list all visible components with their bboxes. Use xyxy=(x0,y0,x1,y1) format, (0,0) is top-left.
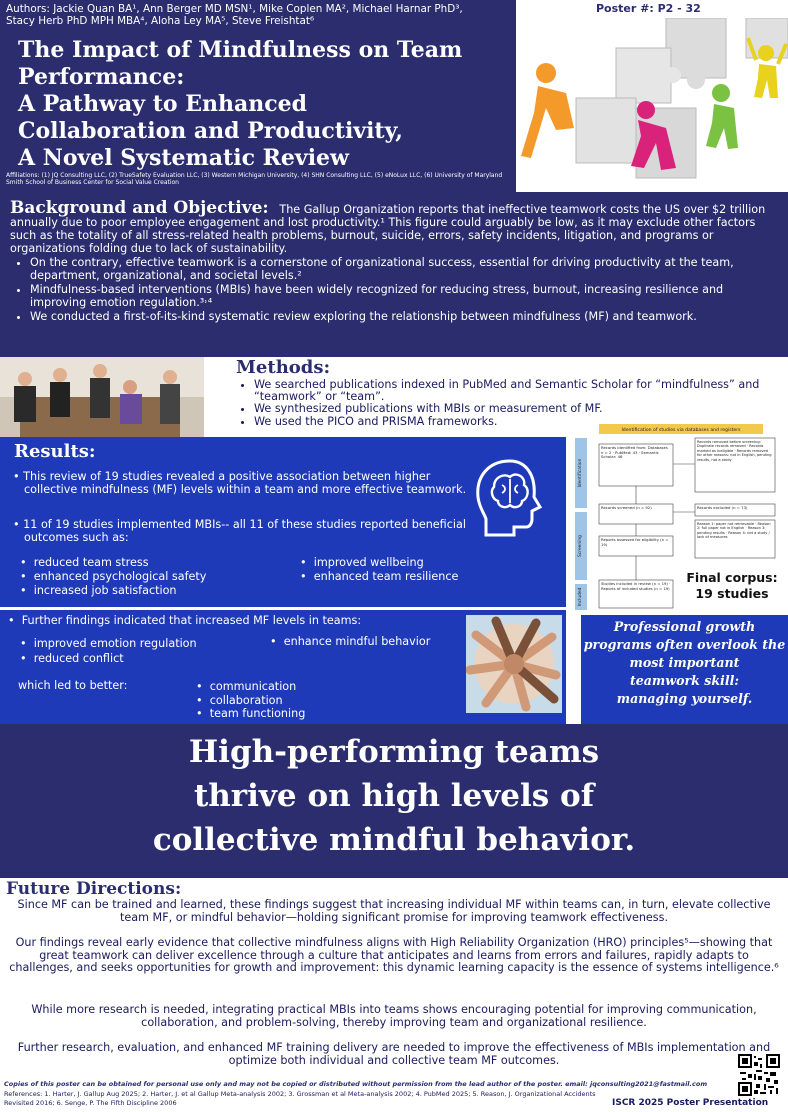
prisma-side-label: Included xyxy=(578,587,583,607)
poster-title: The Impact of Mindfulness on Team Performance: A Pathway to Enhanced Collaboration and Productivity, A Novel Systematic Review xyxy=(18,37,463,171)
brain-head-icon xyxy=(470,457,552,539)
outcomes-right xyxy=(300,556,500,584)
results-bullet-2: • 11 of 19 studies implemented MBIs-- all 11 of these studies reported beneficial outcomes such as: xyxy=(13,518,466,544)
future-paragraph-4: Further research, evaluation, and enhanced MF training delivery are needed to improve the effectiveness of MBIs implementation and optimize both individual and collective team MF outcomes. xyxy=(17,1041,771,1067)
prisma-side-label: Identification xyxy=(578,458,583,488)
final-corpus: Final corpus: 19 studies xyxy=(686,570,778,601)
list-item: • team functioning xyxy=(196,707,306,721)
copy-notice: Copies of this poster can be obtained for personal use only and may not be copied or distributed without permission from the lead author of the poster. email: jqconsulting2021@fastmail.com xyxy=(4,1080,708,1088)
methods-bullets xyxy=(254,379,786,428)
key-message-banner: High-performing teams thrive on high levels of collective mindful behavior. xyxy=(0,724,788,878)
results-title: Results: xyxy=(14,441,96,462)
future-paragraph-3: While more research is needed, integrating practical MBIs into teams shows encouraging potential for improving communication, collaboration, and problem-solving, thereby improving team and organizational resilience. xyxy=(31,1003,757,1029)
prisma-box-records-screened: Records screened (n = 92) xyxy=(601,505,652,510)
outcomes-left xyxy=(20,556,300,598)
prisma-header: Identification of studies via databases and registers xyxy=(621,428,741,433)
findings-right: • enhance mindful behavior xyxy=(270,635,431,648)
findings-left xyxy=(20,636,260,666)
poster-header xyxy=(0,0,516,192)
poster-number: Poster #: P2 - 32 xyxy=(596,2,701,15)
list-item: • We used the PICO and PRISMA frameworks. xyxy=(254,416,786,428)
quote-box: Professional growth programs often overlook the most important teamwork skill: managing yourself. xyxy=(578,615,788,725)
future-paragraph-1: Since MF can be trained and learned, these findings suggest that increasing individual MF within teams can, in turn, elevate collective team MF, or mindful behavior—holding significant promise for improving teamwork effectiveness. xyxy=(17,898,771,924)
team-hands-photo xyxy=(466,615,562,713)
prisma-box-records-excluded: Records excluded (n = 73) xyxy=(697,505,748,510)
prisma-box-included: Studies included in review (n = 19) · Reports of included studies (n = 19) xyxy=(601,581,671,591)
results-bullet-1: • This review of 19 studies revealed a positive association between higher collective mindfulness (MF) levels within a team and more effective teamwork. xyxy=(13,470,467,496)
results-section xyxy=(0,437,566,724)
list-item: • On the contrary, effective teamwork is a cornerstone of organizational success, essential for driving productivity at the team, department, organizational, and societal levels.² xyxy=(30,256,780,282)
better-list xyxy=(196,680,396,721)
list-item: • collaboration xyxy=(196,693,283,707)
list-item: • reduced conflict xyxy=(20,652,124,665)
future-directions-section xyxy=(0,878,788,1112)
qr-code-icon xyxy=(738,1054,780,1096)
list-item: • enhanced psychological safety xyxy=(20,570,207,583)
methods-title: Methods: xyxy=(236,357,331,378)
authors: Authors: Jackie Quan BA¹, Ann Berger MD MSN¹, Mike Coplen MA², Michael Harnar PhD³, Stacy Herb PhD MPH MBA⁴, Aloha Ley MA⁵, Steve Freishtat⁶ xyxy=(6,3,463,27)
list-item: • reduced team stress xyxy=(20,556,149,569)
list-item: • improved wellbeing xyxy=(300,556,424,569)
background-bullets xyxy=(30,256,780,323)
divider xyxy=(0,607,566,610)
list-item: • increased job satisfaction xyxy=(20,584,177,597)
prisma-box-reports-assessed: Reports assessed for eligibility (n = 19) xyxy=(601,537,669,547)
prisma-box-records-removed: Records removed before screening: Duplicate records removed · Records marked as ineligible · Records removed for other reasons: not in English, pending results, not a study xyxy=(697,440,772,462)
references: References: 1. Harter, J. Gallup Aug 2025; 2. Harter, J. et al Gallup Meta-analysis 2002; 3. Grossman et al Meta-analysis 2002; 4. PubMed 2025; 5. Reason, J. Organizational Accidents Revisited 2016; 6. Senge, P. The Fifth Discipline 2006 xyxy=(4,1090,596,1107)
affiliations: Affiliations: (1) JQ Consulting LLC, (2) TrueSafety Evaluation LLC, (3) Western Michigan University, (4) SHN Consulting LLC, (5) eNoLux LLC, (6) University of Maryland Smith School of Business Center for Social Value Creation xyxy=(6,172,503,187)
background-title: Background and Objective: xyxy=(10,198,269,218)
future-paragraph-2: Our findings reveal early evidence that collective mindfulness aligns with High Reliability Organization (HRO) principles⁵—showing that great teamwork can deliver excellence through a culture that anticipates and learns from errors and failures, rapidly adapts to challenges, and seeks opportunities for growth and improvement: this dynamic learning capacity is the essence of systems intelligence.⁶ xyxy=(9,936,779,975)
list-item: • We synthesized publications with MBIs or measurement of MF. xyxy=(254,403,786,415)
background-intro: The Gallup Organization reports that ineffective teamwork costs the US over $2 trillion annually due to poor employee engagement and lost productivity.¹ This figure could arguably be low, as it may exclude other factors such as the totality of all stress-related health problems, burnout, suicide, errors, safety incidents, litigation, and programs or organizations folding due to lack of sustainability. xyxy=(10,203,766,255)
footer-conference: ISCR 2025 Poster Presentation xyxy=(612,1098,769,1108)
prisma-side-label: Screening xyxy=(578,535,583,557)
results-bullet-3: • Further findings indicated that increased MF levels in teams: xyxy=(8,614,362,627)
list-item: • We conducted a first-of-its-kind systematic review exploring the relationship between mindfulness (MF) and teamwork. xyxy=(30,310,780,323)
led-to-label: which led to better: xyxy=(18,679,128,692)
future-title: Future Directions: xyxy=(6,879,182,899)
list-item: • Mindfulness-based interventions (MBIs) have been widely recognized for reducing stress, burnout, increasing resilience and improving emotion regulation.³˒⁴ xyxy=(30,283,780,309)
prisma-box-records-identified: Records identified from: Databases n = 2 · PubMed: 43 · Semantic Scholar: 46 xyxy=(601,445,668,460)
background-section xyxy=(0,192,788,357)
list-item: • enhanced team resilience xyxy=(300,570,459,583)
list-item: • We searched publications indexed in PubMed and Semantic Scholar for “mindfulness” and “teamwork” or “team”. xyxy=(254,379,786,403)
meeting-photo xyxy=(0,357,204,437)
list-item: • improved emotion regulation xyxy=(20,637,197,650)
prisma-box-reasons: Reason 1: paper not retrievable · Reason 2: full paper not in English · Reason 3: pending results · Reason 4: not a study / lack of measures xyxy=(697,522,771,540)
list-item: • communication xyxy=(196,680,297,693)
puzzle-people-illustration xyxy=(516,18,788,192)
